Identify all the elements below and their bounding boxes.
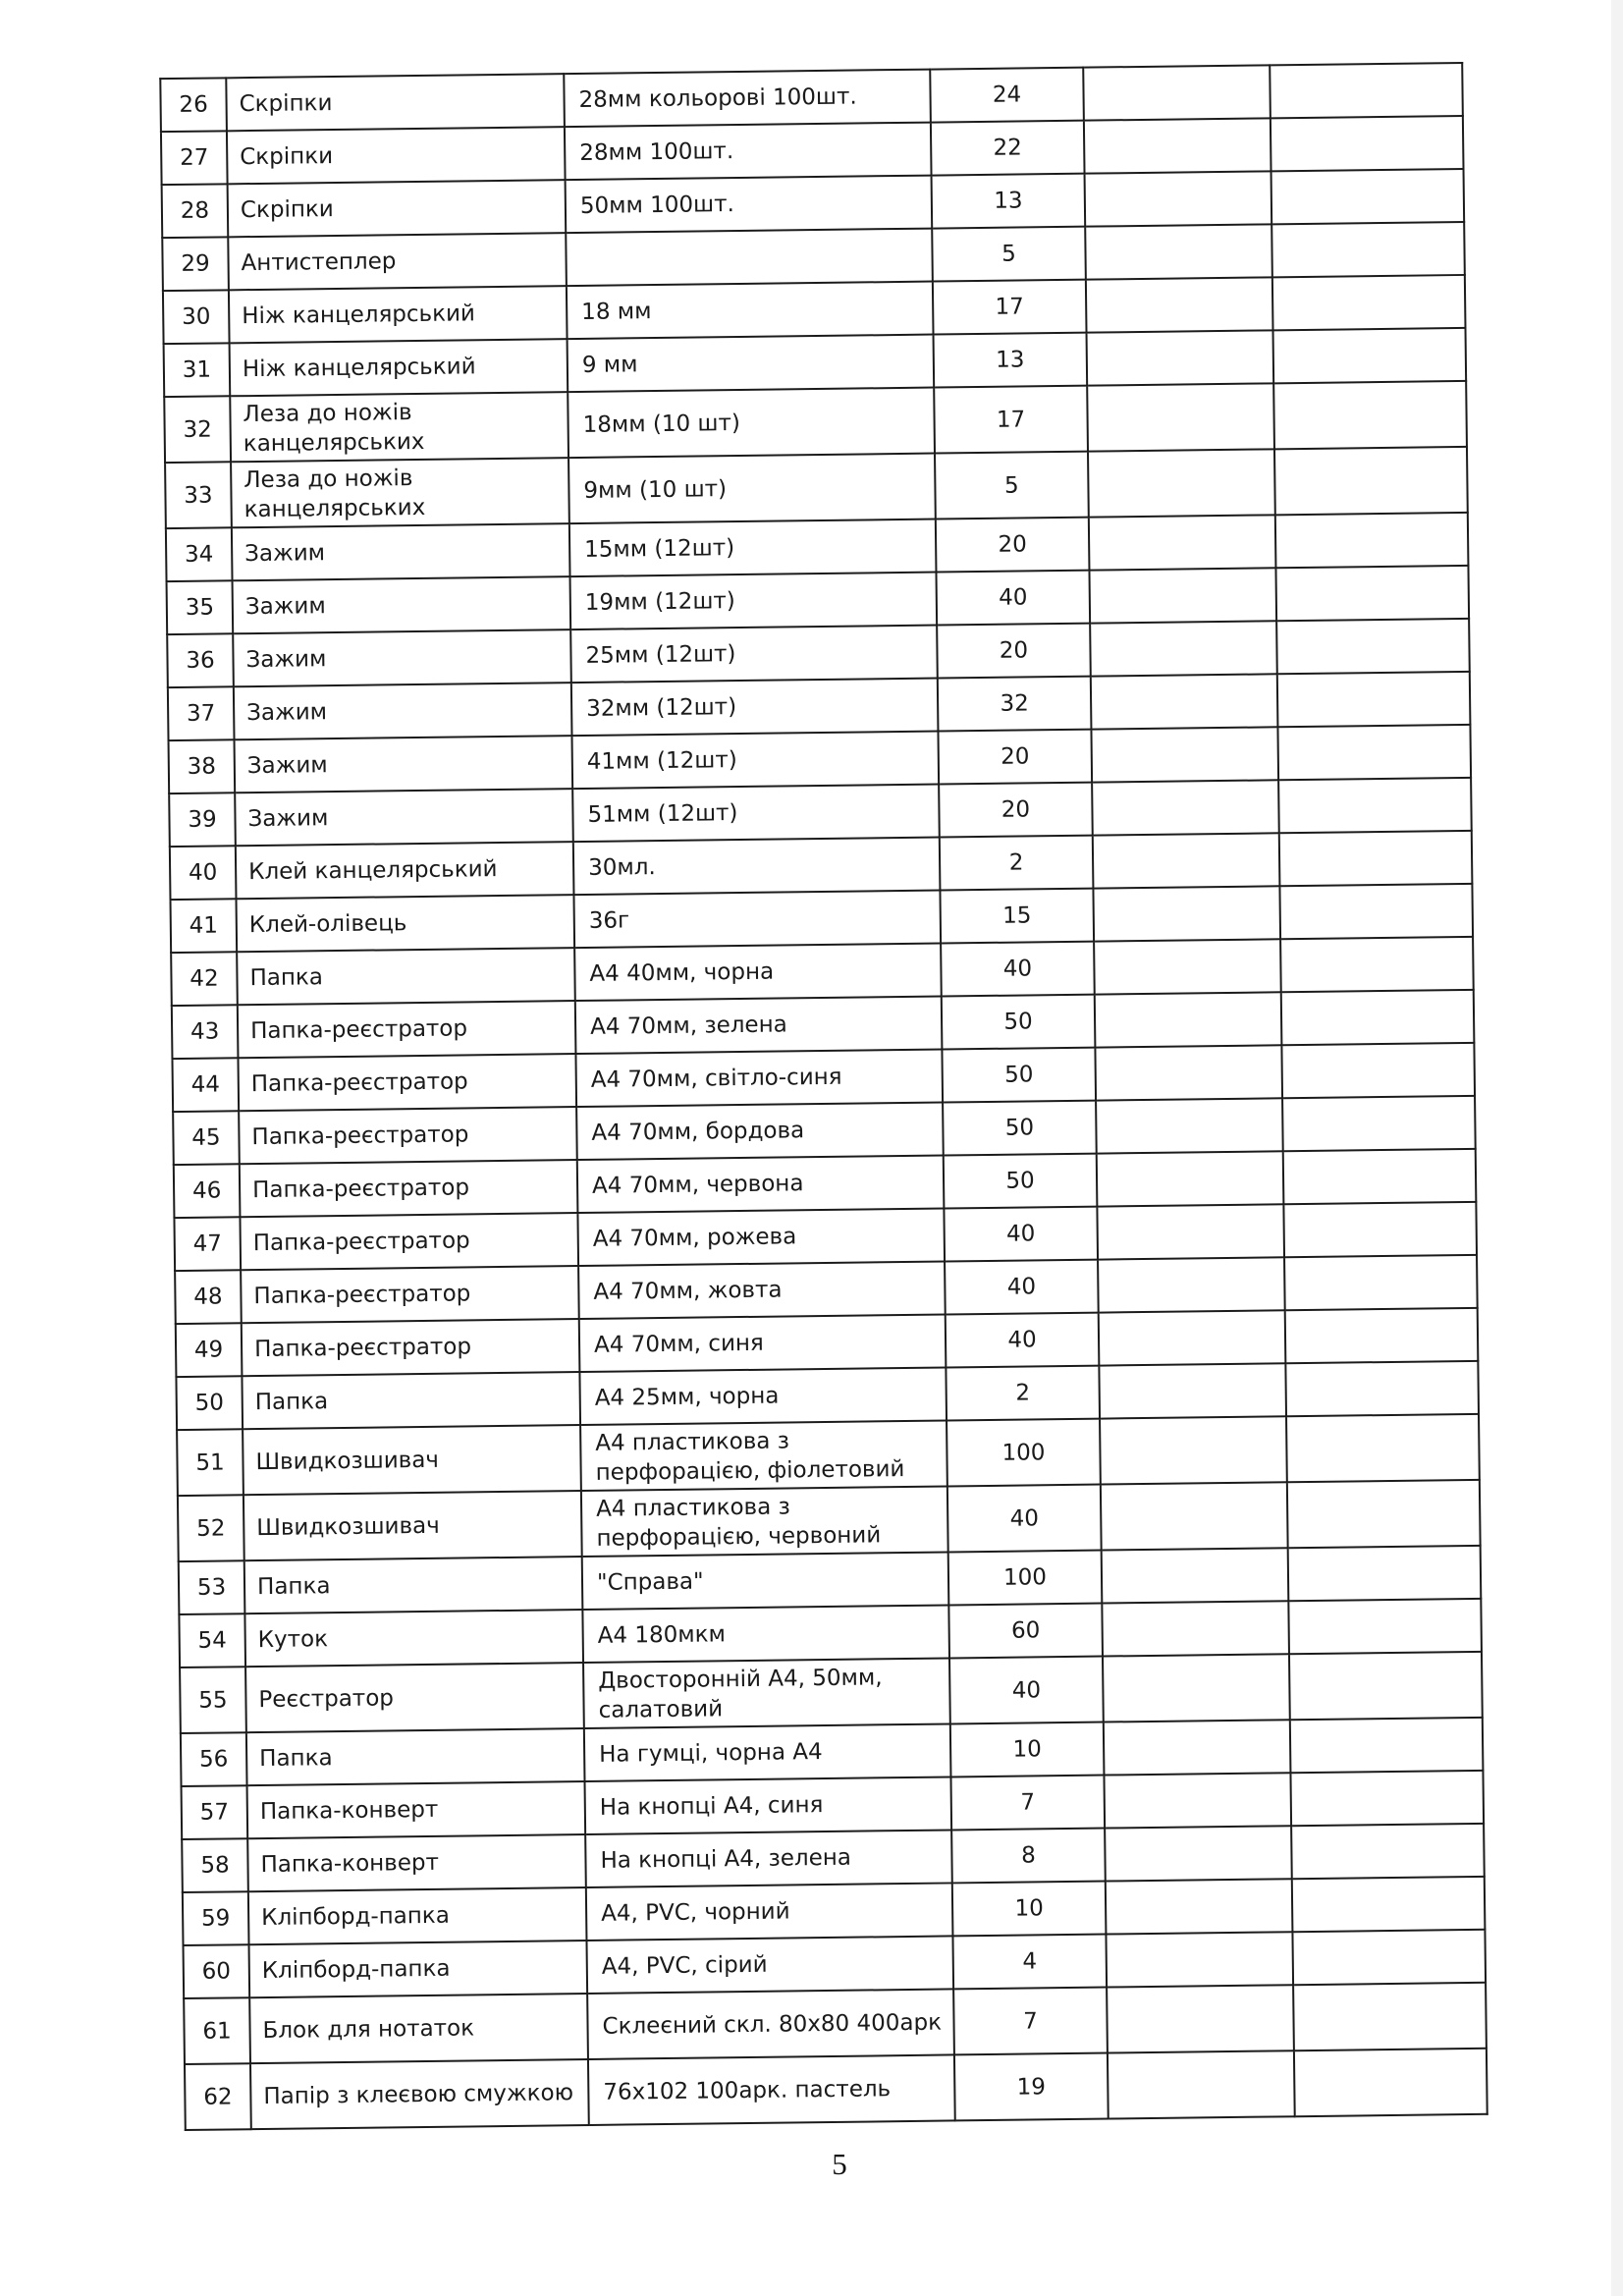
row-number-cell: 57 [182, 1785, 248, 1839]
empty-cell-price [1098, 1257, 1285, 1312]
empty-cell-total [1271, 222, 1465, 277]
row-number-cell: 27 [161, 131, 228, 185]
empty-cell-total [1288, 1546, 1482, 1601]
supplies-table-container [159, 62, 1486, 2131]
quantity-cell: 20 [937, 624, 1091, 679]
row-number-cell: 41 [171, 899, 238, 953]
item-spec-cell: А4 40мм, чорна [574, 944, 942, 1002]
item-name-cell: Ніж канцелярський [230, 339, 568, 396]
item-name-cell: Блок для нотаток [249, 1994, 588, 2063]
item-spec-cell: 30мл. [573, 838, 941, 896]
empty-cell-price [1108, 2050, 1295, 2118]
empty-cell-total [1285, 1361, 1479, 1416]
empty-cell-total [1273, 381, 1467, 449]
empty-cell-price [1092, 780, 1279, 835]
empty-cell-total [1278, 778, 1472, 833]
quantity-cell: 2 [946, 1366, 1100, 1421]
empty-cell-price [1107, 1985, 1294, 2052]
item-name-cell: Зажим [232, 523, 570, 580]
row-number-cell: 60 [184, 1944, 250, 1998]
item-spec-cell: А4, PVC, сірий [586, 1936, 953, 1994]
row-number-cell: 42 [171, 952, 238, 1006]
row-number-cell: 50 [176, 1376, 243, 1430]
quantity-cell: 40 [947, 1485, 1102, 1553]
empty-cell-price [1099, 1310, 1286, 1365]
empty-cell-price [1093, 886, 1280, 941]
item-spec-cell: 50мм 100шт. [566, 176, 933, 234]
empty-cell-price [1091, 674, 1278, 729]
row-number-cell: 62 [185, 2063, 251, 2130]
item-name-cell: Скріпки [226, 74, 565, 131]
empty-cell-total [1280, 937, 1474, 992]
empty-cell-total [1290, 1718, 1484, 1773]
empty-cell-total [1292, 1877, 1486, 1932]
quantity-cell: 60 [948, 1604, 1103, 1659]
item-spec-cell: 41мм (12шт) [571, 732, 939, 790]
empty-cell-total [1270, 63, 1463, 118]
item-spec-cell: А4 70мм, світло-синя [575, 1050, 943, 1108]
item-name-cell: Клей канцелярський [236, 842, 574, 899]
item-name-cell: Папка-реєстратор [241, 1266, 579, 1323]
row-number-cell: 28 [162, 184, 229, 238]
item-name-cell: Папка [237, 948, 575, 1005]
empty-cell-price [1106, 1932, 1293, 1987]
quantity-cell: 17 [934, 386, 1088, 454]
empty-cell-price [1097, 1204, 1284, 1259]
row-number-cell: 48 [175, 1270, 242, 1324]
item-spec-cell: А4 пластикова з перфорацією, червоний [581, 1486, 948, 1557]
row-number-cell: 59 [183, 1891, 249, 1945]
row-number-cell: 43 [172, 1005, 239, 1059]
empty-cell-price [1097, 1151, 1284, 1206]
empty-cell-total [1273, 328, 1467, 383]
empty-cell-price [1083, 65, 1271, 120]
empty-cell-total [1287, 1480, 1481, 1548]
quantity-cell: 10 [950, 1722, 1105, 1777]
quantity-cell: 32 [938, 677, 1092, 732]
empty-cell-total [1283, 1202, 1477, 1257]
item-name-cell: Папка-реєстратор [240, 1213, 578, 1270]
quantity-cell: 2 [940, 836, 1094, 891]
quantity-cell: 19 [954, 2053, 1109, 2121]
item-name-cell: Папка-реєстратор [242, 1319, 580, 1376]
empty-cell-total [1277, 672, 1471, 727]
item-name-cell: Зажим [235, 736, 573, 793]
empty-cell-price [1086, 277, 1273, 332]
item-name-cell: Ніж канцелярський [229, 286, 568, 343]
item-name-cell: Скріпки [227, 127, 566, 184]
item-spec-cell: На кнопці А4, синя [585, 1777, 952, 1834]
empty-cell-price [1105, 1826, 1292, 1881]
empty-cell-total [1275, 566, 1469, 621]
empty-cell-total [1279, 884, 1473, 939]
item-spec-cell: 19мм (12шт) [570, 573, 938, 630]
item-name-cell: Папір з клеєвою смужкою [250, 2059, 589, 2129]
page-number: 5 [832, 2147, 847, 2181]
empty-cell-price [1104, 1773, 1291, 1828]
row-number-cell: 55 [180, 1667, 246, 1733]
empty-cell-price [1099, 1363, 1286, 1418]
quantity-cell: 50 [944, 1154, 1098, 1209]
item-spec-cell: Склеєний скл. 80х80 400арк [587, 1989, 954, 2059]
row-number-cell: 47 [174, 1217, 241, 1271]
quantity-cell: 50 [942, 1048, 1096, 1103]
row-number-cell: 31 [164, 343, 231, 397]
empty-cell-total [1281, 990, 1475, 1045]
item-spec-cell: 36г [573, 891, 941, 949]
item-name-cell: Зажим [235, 789, 573, 846]
item-name-cell: Папка [244, 1557, 583, 1613]
row-number-cell: 46 [174, 1164, 241, 1218]
row-number-cell: 61 [184, 1997, 250, 2064]
item-name-cell: Леза до ножів канцелярських [230, 392, 568, 462]
empty-cell-price [1106, 1879, 1293, 1934]
item-spec-cell: На кнопці А4, зелена [585, 1830, 952, 1887]
row-number-cell: 56 [181, 1732, 247, 1786]
item-name-cell: Реєстратор [245, 1663, 584, 1732]
empty-cell-total [1277, 725, 1471, 780]
empty-cell-price [1089, 515, 1276, 570]
empty-cell-total [1271, 116, 1464, 171]
item-spec-cell: На гумці, чорна А4 [584, 1723, 951, 1781]
empty-cell-price [1094, 939, 1281, 994]
item-name-cell: Куток [244, 1610, 583, 1667]
empty-cell-total [1275, 513, 1469, 568]
quantity-cell: 40 [936, 571, 1090, 626]
row-number-cell: 29 [162, 237, 229, 291]
quantity-cell: 20 [936, 518, 1090, 573]
item-name-cell: Папка-конверт [247, 1834, 586, 1891]
empty-cell-total [1293, 1983, 1487, 2050]
empty-cell-total [1294, 2049, 1488, 2116]
empty-cell-price [1100, 1416, 1287, 1484]
item-spec-cell: А4 25мм, чорна [579, 1367, 947, 1425]
empty-cell-price [1089, 568, 1276, 623]
quantity-cell: 40 [941, 942, 1095, 997]
quantity-cell: 40 [949, 1657, 1104, 1724]
item-spec-cell: А4 70мм, синя [579, 1314, 947, 1372]
empty-cell-total [1272, 275, 1466, 330]
quantity-cell: 7 [953, 1988, 1108, 2055]
item-name-cell: Швидкозшивач [243, 1425, 581, 1495]
item-spec-cell: 25мм (12шт) [570, 626, 938, 683]
item-spec-cell: А4 180мкм [582, 1605, 949, 1663]
quantity-cell: 20 [939, 783, 1093, 838]
item-spec-cell: А4, PVC, чорний [586, 1883, 953, 1941]
item-spec-cell: 15мм (12шт) [569, 519, 937, 577]
item-spec-cell: "Справа" [582, 1552, 949, 1610]
empty-cell-price [1087, 330, 1274, 385]
row-number-cell: 39 [169, 793, 236, 847]
empty-cell-total [1285, 1308, 1479, 1363]
quantity-cell: 20 [938, 730, 1092, 785]
empty-cell-price [1102, 1548, 1289, 1603]
empty-cell-total [1279, 831, 1473, 886]
empty-cell-price [1095, 992, 1282, 1047]
item-spec-cell: 28мм кольорові 100шт. [564, 70, 931, 128]
row-number-cell: 54 [179, 1613, 245, 1667]
item-spec-cell: А4 70мм, жовта [578, 1261, 946, 1319]
item-name-cell: Скріпки [228, 180, 567, 237]
quantity-cell: 50 [943, 1101, 1097, 1156]
item-name-cell: Папка-реєстратор [239, 1107, 577, 1164]
item-name-cell: Кліпборд-папка [249, 1941, 588, 1997]
row-number-cell: 30 [163, 290, 230, 344]
row-number-cell: 44 [172, 1058, 239, 1112]
item-spec-cell: 9 мм [568, 335, 935, 393]
quantity-cell: 5 [935, 452, 1089, 519]
item-name-cell: Зажим [233, 629, 571, 686]
empty-cell-price [1096, 1098, 1283, 1153]
empty-cell-total [1274, 447, 1468, 515]
supplies-table [159, 62, 1488, 2131]
empty-cell-price [1088, 449, 1275, 517]
empty-cell-total [1284, 1255, 1478, 1310]
quantity-cell: 40 [945, 1260, 1099, 1315]
item-name-cell: Папка-конверт [247, 1781, 586, 1838]
empty-cell-total [1286, 1414, 1480, 1482]
item-name-cell: Леза до ножів канцелярських [231, 458, 569, 527]
item-name-cell: Антистеплер [228, 233, 567, 290]
empty-cell-total [1290, 1771, 1484, 1826]
empty-cell-total [1288, 1599, 1482, 1654]
quantity-cell: 13 [934, 333, 1088, 388]
row-number-cell: 38 [169, 739, 236, 793]
item-spec-cell: 28мм 100шт. [565, 123, 932, 181]
empty-cell-total [1289, 1652, 1483, 1720]
quantity-cell: 8 [951, 1829, 1106, 1884]
row-number-cell: 53 [179, 1560, 245, 1614]
quantity-cell: 40 [944, 1207, 1098, 1262]
quantity-cell: 40 [946, 1313, 1100, 1368]
item-spec-cell: А4 70мм, рожева [577, 1209, 945, 1267]
quantity-cell: 10 [952, 1882, 1107, 1937]
item-spec-cell: 32мм (12шт) [571, 679, 939, 737]
item-spec-cell: 76х102 100арк. пастель [588, 2054, 955, 2125]
item-spec-cell: 51мм (12шт) [572, 785, 940, 843]
item-name-cell: Папка-реєстратор [238, 1001, 576, 1058]
item-spec-cell: 18мм (10 шт) [568, 388, 935, 459]
empty-cell-price [1091, 727, 1278, 782]
empty-cell-price [1102, 1601, 1289, 1656]
row-number-cell: 35 [167, 580, 234, 634]
empty-cell-total [1281, 1043, 1475, 1098]
quantity-cell: 13 [932, 174, 1086, 229]
item-name-cell: Папка-реєстратор [240, 1160, 578, 1217]
item-name-cell: Клей-олівець [236, 895, 574, 952]
quantity-cell: 5 [932, 227, 1086, 282]
empty-cell-price [1103, 1654, 1290, 1722]
empty-cell-total [1291, 1824, 1485, 1879]
empty-cell-price [1093, 833, 1280, 888]
empty-cell-price [1084, 118, 1271, 173]
row-number-cell: 34 [166, 527, 233, 581]
item-name-cell: Кліпборд-папка [248, 1887, 587, 1944]
row-number-cell: 32 [164, 396, 231, 463]
quantity-cell: 24 [930, 68, 1084, 123]
item-name-cell: Зажим [234, 683, 572, 739]
empty-cell-price [1104, 1720, 1291, 1775]
quantity-cell: 50 [942, 995, 1096, 1050]
row-number-cell: 36 [167, 633, 234, 687]
item-name-cell: Папка [246, 1728, 585, 1785]
row-number-cell: 52 [178, 1495, 244, 1561]
empty-cell-price [1095, 1045, 1282, 1100]
item-spec-cell: А4 70мм, бордова [576, 1103, 944, 1161]
row-number-cell: 49 [176, 1323, 243, 1377]
item-spec-cell: А4 70мм, зелена [575, 997, 943, 1055]
row-number-cell: 33 [165, 462, 232, 528]
item-spec-cell: А4 пластикова з перфорацією, фіолетовий [580, 1420, 947, 1491]
empty-cell-price [1085, 224, 1272, 279]
item-spec-cell [566, 229, 933, 287]
item-spec-cell: А4 70мм, червона [577, 1156, 945, 1214]
table-body [160, 63, 1487, 2130]
quantity-cell: 15 [940, 889, 1094, 944]
empty-cell-price [1101, 1482, 1288, 1550]
quantity-cell: 4 [952, 1935, 1107, 1990]
item-spec-cell: 9мм (10 шт) [568, 454, 936, 524]
row-number-cell: 26 [160, 78, 227, 132]
item-spec-cell: Двосторонній А4, 50мм, салатовий [583, 1658, 950, 1728]
row-number-cell: 45 [173, 1111, 240, 1165]
quantity-cell: 100 [948, 1551, 1103, 1606]
item-spec-cell: 18 мм [567, 282, 934, 340]
quantity-cell: 17 [933, 280, 1087, 335]
item-name-cell: Зажим [233, 576, 571, 633]
row-number-cell: 58 [182, 1838, 248, 1892]
row-number-cell: 37 [168, 686, 235, 740]
empty-cell-total [1283, 1149, 1477, 1204]
quantity-cell: 100 [947, 1419, 1101, 1487]
item-name-cell: Швидкозшивач [243, 1491, 582, 1560]
empty-cell-total [1271, 169, 1465, 224]
item-name-cell: Папка-реєстратор [238, 1054, 576, 1111]
empty-cell-price [1087, 383, 1274, 451]
empty-cell-total [1282, 1096, 1476, 1151]
item-name-cell: Папка [242, 1372, 580, 1429]
quantity-cell: 22 [931, 121, 1085, 176]
row-number-cell: 40 [170, 846, 237, 900]
row-number-cell: 51 [177, 1429, 243, 1496]
scan-edge-strip [1611, 0, 1623, 2296]
empty-cell-total [1292, 1930, 1486, 1985]
empty-cell-price [1085, 171, 1272, 226]
empty-cell-price [1090, 621, 1277, 676]
empty-cell-total [1276, 619, 1470, 674]
quantity-cell: 7 [950, 1776, 1105, 1831]
